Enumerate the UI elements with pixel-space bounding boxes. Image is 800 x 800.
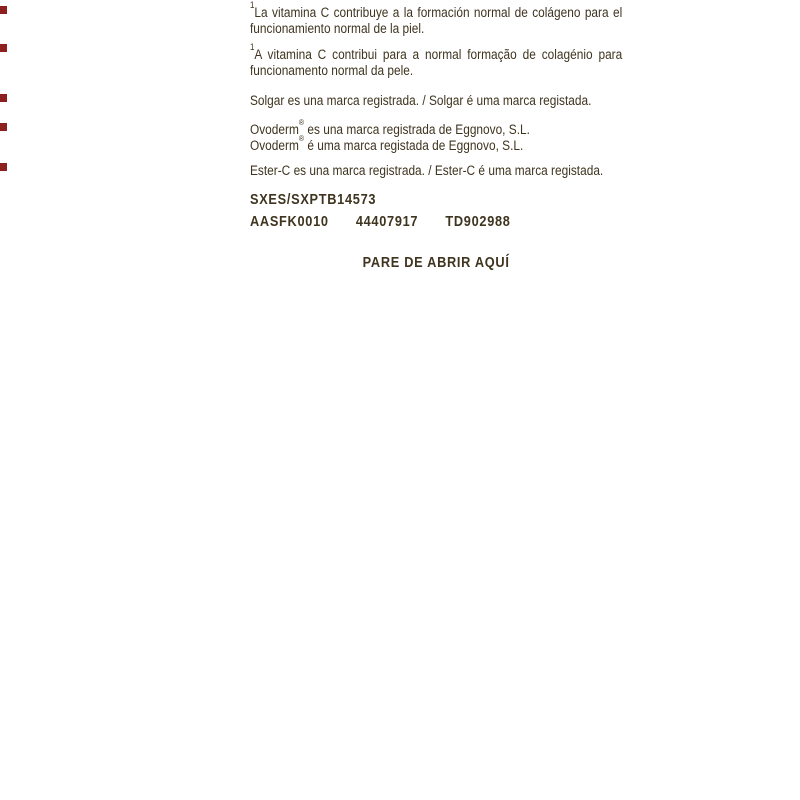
- ovoderm-trademark-pt: Ovoderm® é uma marca registada de Eggnovo, S.L.: [250, 133, 524, 153]
- claim-pt-line1: $^1$A vitamina C contribui para a normal formação de colagénio para: [250, 41, 623, 62]
- footnote-superscript: 1: [250, 41, 255, 52]
- batch-code-a: AASFK0010: [250, 214, 329, 230]
- footnote-superscript: 1: [250, 0, 255, 10]
- registration-mark: [0, 94, 7, 102]
- batch-code-b: 44407917: [355, 214, 419, 230]
- solgar-trademark-line: Solgar es una marca registrada. / Solgar é uma marca registada.: [250, 93, 592, 108]
- claim-es-line2: funcionamiento normal de la piel.: [250, 21, 425, 36]
- label-text-column: [250, 0, 622, 300]
- registered-trademark-icon: ®: [298, 117, 305, 127]
- claim-pt-line2: funcionamento normal da pele.: [250, 63, 414, 78]
- registration-mark: [0, 44, 7, 52]
- batch-codes-line: [250, 214, 622, 230]
- sku-code: SXES/SXPTB14573: [250, 192, 377, 208]
- tear-strip-instruction: PARE DE ABRIR AQUÍ: [362, 255, 510, 271]
- ovoderm-trademark-lines: [250, 117, 622, 154]
- ovoderm-trademark-es: Ovoderm® es una marca registrada de Eggnovo, S.L.: [250, 117, 530, 137]
- sku-code-line: [250, 192, 622, 208]
- vitamin-c-claim-spanish: [250, 0, 623, 37]
- vitamin-c-claim-portuguese: [250, 41, 623, 79]
- registration-mark: [0, 6, 7, 14]
- batch-code-c: TD902988: [445, 214, 511, 230]
- registration-mark: [0, 163, 7, 171]
- esterc-trademark-line: Ester-C es una marca registrada. / Ester-C é uma marca registada.: [250, 163, 604, 178]
- registration-mark: [0, 123, 7, 131]
- claim-es-line1: $^1$La vitamina C contribuye a la formación normal de colágeno para el: [250, 0, 623, 20]
- registered-trademark-icon: ®: [298, 133, 305, 143]
